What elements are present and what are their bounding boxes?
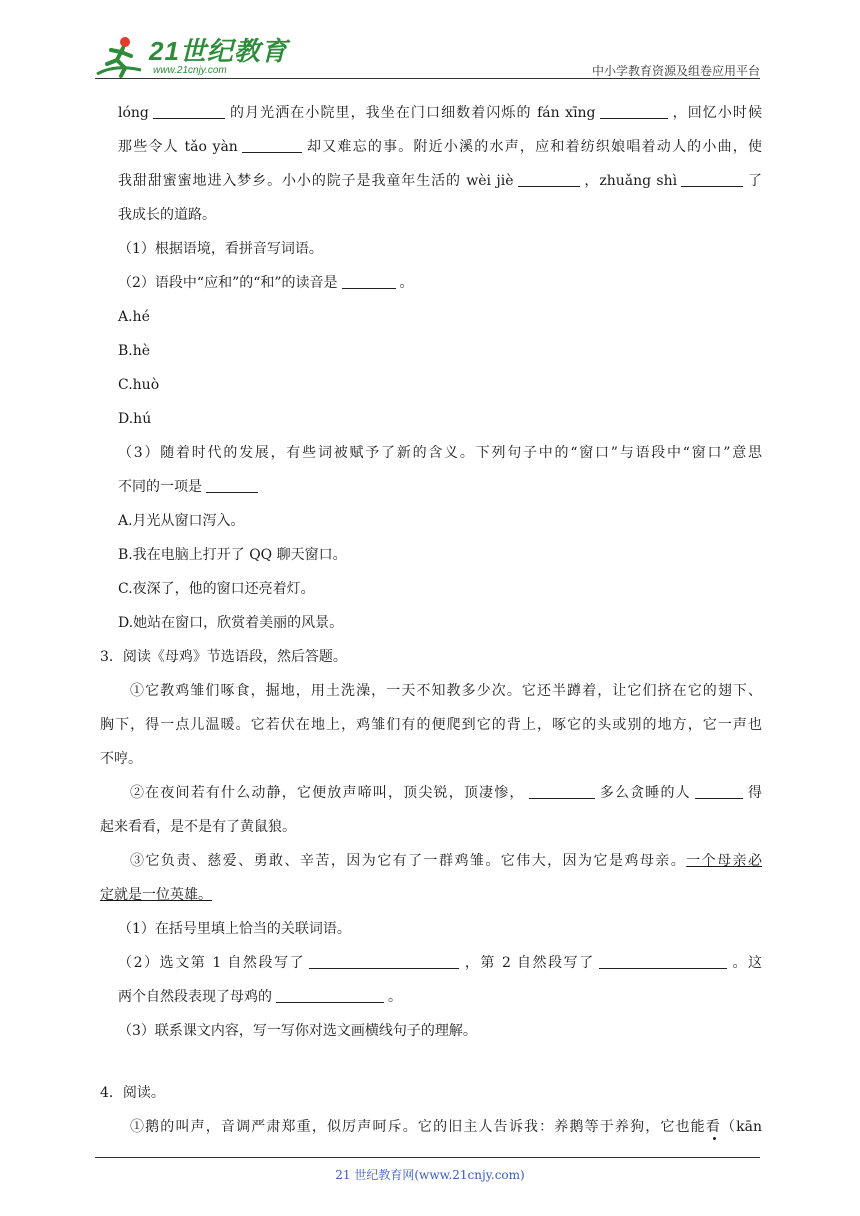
answer-space[interactable]: [100, 1048, 762, 1076]
answer-blank[interactable]: [309, 952, 459, 969]
passage-text: 了: [747, 173, 763, 189]
passage-text: 多么贪睡的人: [598, 785, 691, 801]
passage-text: 我甜甜蜜蜜地进入梦乡。小小的院子是我童年生活的 wèi jiè: [118, 173, 514, 189]
option-d[interactable]: D.hú: [118, 411, 152, 427]
passage-paragraph-3: [100, 844, 762, 878]
passage-line: 我成长的道路。: [118, 207, 216, 223]
answer-blank[interactable]: [599, 952, 727, 969]
subquestion-3: （3）随着时代的发展，有些词被赋予了新的含义。下列句子中的“窗口”与语段中“窗口”意思: [118, 445, 762, 461]
site-logo: [95, 34, 288, 80]
option-c[interactable]: C.huò: [118, 377, 160, 393]
answer-blank[interactable]: [518, 170, 580, 187]
passage-line: [100, 96, 762, 130]
answer-blank[interactable]: [242, 136, 302, 153]
passage-text: 那些令人 tǎo yàn: [118, 139, 238, 155]
page-header: [95, 34, 760, 80]
underlined-sentence: 一个母亲必: [686, 853, 763, 869]
passage-text: （kān: [721, 1119, 763, 1135]
answer-blank[interactable]: [600, 102, 668, 119]
passage-paragraph-1: [100, 1110, 762, 1144]
option-a[interactable]: A.月光从窗口泻入。: [118, 513, 245, 529]
passage-paragraph-2: [100, 776, 762, 810]
logo-url: www.21cnjy.com: [153, 65, 227, 76]
passage-text: ，回忆小时候: [671, 105, 763, 121]
option-b[interactable]: B.hè: [118, 343, 151, 359]
answer-blank[interactable]: [681, 170, 743, 187]
logo-title: 21世纪教育: [149, 36, 288, 66]
answer-blank[interactable]: [153, 102, 225, 119]
subquestion-3-line2: [100, 470, 762, 504]
question-text: 。: [388, 989, 402, 1005]
header-divider: [95, 78, 760, 79]
underlined-sentence: 定就是一位英雄。: [100, 887, 212, 903]
answer-blank[interactable]: [529, 782, 595, 799]
footer-divider: [95, 1157, 760, 1158]
subquestion-1: （1）根据语境，看拼音写词语。: [118, 241, 323, 257]
subquestion-2: [100, 946, 762, 980]
question-text: 。这: [730, 955, 763, 971]
subquestion-3: （3）联系课文内容，写一写你对选文画横线句子的理解。: [118, 1023, 477, 1039]
passage-text: ①鹅的叫声，音调严肃郑重，似厉声呵斥。它的旧主人告诉我：养鹅等于养狗，它也能: [130, 1119, 706, 1135]
passage-text: lóng: [118, 105, 149, 121]
platform-name: 中小学教育资源及组卷应用平台: [591, 64, 760, 78]
passage-paragraph-3-line2: [100, 878, 762, 912]
passage-paragraph-1-line2: 胸下，得一点儿温暖。它若伏在地上，鸡雏们有的便爬到它的背上，啄它的头或别的地方，它一声也: [100, 717, 762, 733]
question-3-title: 3．阅读《母鸡》节选语段，然后答题。: [100, 649, 347, 665]
option-a[interactable]: A.hé: [118, 309, 150, 325]
question-4-title: 4．阅读。: [100, 1085, 165, 1101]
option-d[interactable]: D.她站在窗口，欣赏着美丽的风景。: [118, 615, 344, 631]
option-c[interactable]: C.夜深了，他的窗口还亮着灯。: [118, 581, 315, 597]
passage-paragraph-2-line2: 起来看看，是不是有了黄鼠狼。: [100, 819, 296, 835]
question-text: 两个自然段表现了母鸡的: [118, 989, 272, 1005]
option-b[interactable]: B.我在电脑上打开了 QQ 聊天窗口。: [118, 547, 347, 563]
question-text: 不同的一项是: [118, 479, 202, 495]
answer-blank[interactable]: [206, 476, 258, 493]
passage-line: [100, 164, 762, 198]
answer-blank[interactable]: [695, 782, 743, 799]
passage-text: 得: [746, 785, 763, 801]
question-text: 。: [399, 275, 414, 291]
passage-text: 的月光洒在小院里，我坐在门口细数着闪烁的 fán xīng: [228, 105, 596, 121]
subquestion-2-line2: [100, 980, 762, 1014]
answer-blank[interactable]: [276, 986, 384, 1003]
subquestion-2: [100, 266, 762, 300]
passage-line: [100, 130, 762, 164]
subquestion-1: （1）在括号里填上恰当的关联词语。: [118, 921, 351, 937]
runner-logo-icon: [95, 34, 147, 80]
question-text: （2）选文第 1 自然段写了: [118, 955, 306, 971]
passage-paragraph-1: ①它教鸡雏们啄食，掘地，用土洗澡，一天不知教多少次。它还半蹲着，让它们挤在它的翅下、: [130, 683, 762, 699]
passage-text: ，zhuǎng shì: [583, 173, 678, 189]
question-text: （2）语段中“应和”的“和”的读音是: [118, 275, 338, 291]
emphasis-dot-char: 看: [705, 1119, 721, 1135]
question-text: ，第 2 自然段写了: [463, 955, 595, 971]
passage-paragraph-1-line3: 不哼。: [100, 751, 142, 767]
passage-text: ②在夜间若有什么动静，它便放声啼叫，顶尖锐，顶凄惨，: [130, 785, 525, 801]
document-body: [100, 96, 762, 1144]
answer-blank[interactable]: [342, 272, 396, 289]
passage-text: 却又难忘的事。附近小溪的水声，应和着纺织娘唱着动人的小曲，使: [305, 139, 762, 155]
footer-link[interactable]: 21 世纪教育网(www.21cnjy.com): [335, 1168, 525, 1182]
passage-text: ③它负责、慈爱、勇敢、辛苦，因为它有了一群鸡雏。它伟大，因为它是鸡母亲。: [130, 853, 687, 869]
